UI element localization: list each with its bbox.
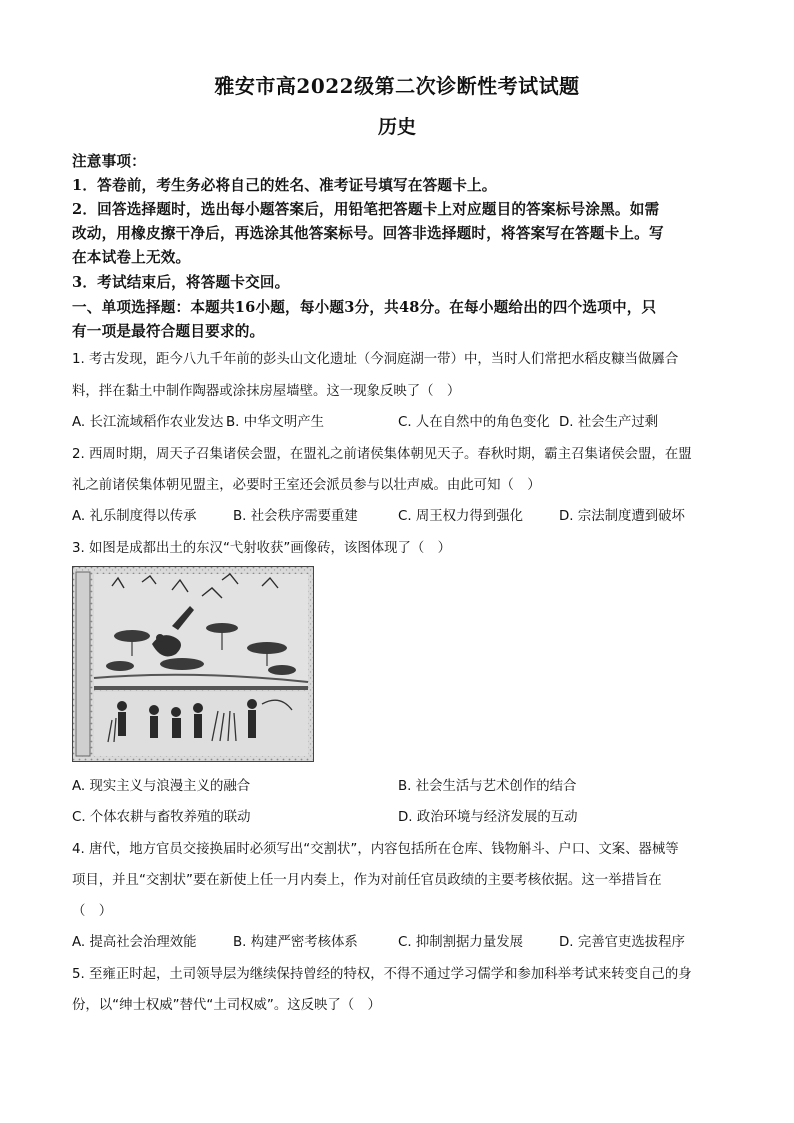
exam-title: 雅安市高2022级第二次诊断性考试试题 <box>214 74 580 98</box>
question-1-stem: 1. 考古发现，距今八九千年前的彭头山文化遗址（今洞庭湖一带）中，当时人们常把水稻皮糠当做羼合 <box>72 352 679 367</box>
question-3-options <box>72 806 722 828</box>
notice-item: 3．考试结束后，将答题卡交回。 <box>72 274 290 291</box>
question-2-stem: 礼之前诸侯集体朝见盟主，必要时王室还会派员参与以壮声威。由此可知（ ） <box>72 478 541 493</box>
relief-picture <box>72 566 314 762</box>
question-1-stem: 料，拌在黏土中制作陶器或涂抹房屋墙壁。这一现象反映了（ ） <box>72 384 461 399</box>
option-a: A. 礼乐制度得以传承 <box>72 509 197 524</box>
notice-heading: 注意事项： <box>72 153 146 170</box>
option-b: B. 中华文明产生 <box>226 415 325 430</box>
question-2-stem: 2. 西周时期，周天子召集诸侯会盟，在盟礼之前诸侯集体朝见天子。春秋时期，霸主召集诸侯会盟，在盟 <box>72 447 692 462</box>
question-2-options <box>72 505 722 527</box>
option-c: C. 周王权力得到强化 <box>398 509 523 524</box>
option-a: A. 提高社会治理效能 <box>72 935 197 950</box>
option-d: D. 宗法制度遭到破坏 <box>559 509 685 524</box>
exam-subject: 历史 <box>377 116 416 138</box>
question-4-stem: （ ） <box>72 904 113 919</box>
notice-item: 2．回答选择题时，选出每小题答案后，用铅笔把答题卡上对应题目的答案标号涂黑。如需 <box>72 201 660 218</box>
notice-item: 在本试卷上无效。 <box>72 249 191 266</box>
option-a: A. 长江流域稻作农业发达 <box>72 415 224 430</box>
notice-item: 改动，用橡皮擦干净后，再选涂其他答案标号。回答非选择题时，将答案写在答题卡上。写 <box>72 225 664 242</box>
option-b: B. 社会秩序需要重建 <box>233 509 358 524</box>
section-heading: 有一项是最符合题目要求的。 <box>72 323 265 340</box>
question-3-options <box>72 775 722 797</box>
option-d: D. 完善官吏选拔程序 <box>559 935 685 950</box>
question-4-stem: 项目，并且“交割状”要在新使上任一月内奏上，作为对前任官员政绩的主要考核依据。这一举措旨在 <box>72 873 662 888</box>
question-5-stem: 份，以“绅士权威”替代“土司权威”。这反映了（ ） <box>72 998 381 1013</box>
question-3-stem: 3. 如图是成都出土的东汉“弋射收获”画像砖，该图体现了（ ） <box>72 541 452 556</box>
option-b: B. 社会生活与艺术创作的结合 <box>398 779 577 794</box>
section-heading: 一、单项选择题：本题共16小题，每小题3分，共48分。在每小题给出的四个选项中，只 <box>72 299 657 316</box>
option-c: C. 抑制割据力量发展 <box>398 935 523 950</box>
question-4-stem: 4. 唐代，地方官员交接换届时必须写出“交割状”，内容包括所在仓库、钱物斛斗、户口、文案、器械等 <box>72 842 679 857</box>
option-b: B. 构建严密考核体系 <box>233 935 358 950</box>
question-5-stem: 5. 至雍正时起，土司领导层为继续保持曾经的特权，不得不通过学习儒学和参加科举考试来转变自己的身 <box>72 967 692 982</box>
question-4-options <box>72 931 722 953</box>
notice-item: 1．答卷前，考生务必将自己的姓名、准考证号填写在答题卡上。 <box>72 177 497 194</box>
option-c: C. 人在自然中的角色变化 <box>398 415 550 430</box>
han-brick-relief-image <box>72 566 314 762</box>
option-c: C. 个体农耕与畜牧养殖的联动 <box>72 810 251 825</box>
option-d: D. 社会生产过剩 <box>559 415 659 430</box>
option-d: D. 政治环境与经济发展的互动 <box>398 810 578 825</box>
option-a: A. 现实主义与浪漫主义的融合 <box>72 779 251 794</box>
question-1-options <box>72 411 722 433</box>
